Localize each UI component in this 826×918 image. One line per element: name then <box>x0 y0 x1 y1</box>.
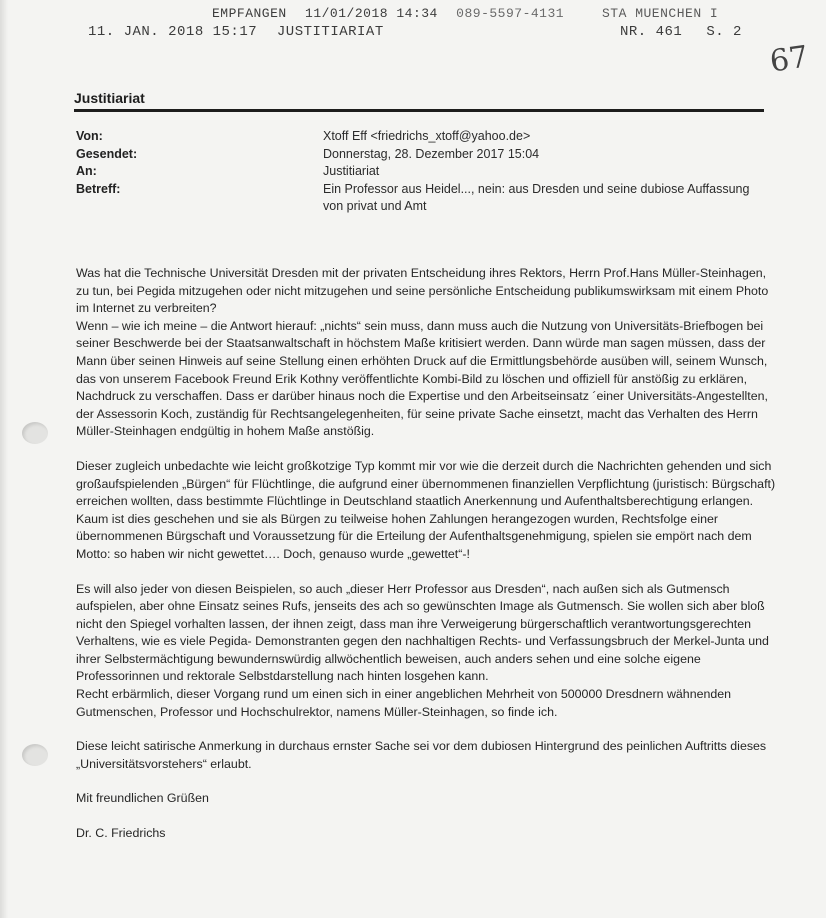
from-value: Xtoff Eff <friedrichs_xtoff@yahoo.de> <box>323 129 531 143</box>
punch-hole-bottom <box>22 744 48 766</box>
email-header-from <box>76 128 776 146</box>
closing-greeting: Mit freundlichen Grüßen <box>76 791 209 806</box>
email-header-subject <box>76 181 776 216</box>
fax-sent-number: NR. 461 <box>620 24 683 40</box>
from-label: Von: <box>76 129 103 143</box>
paragraph-1: Was hat die Technische Universität Dresden mit der privaten Entscheidung ihres Rektors, Herrn Prof.Hans Müller-Steinhagen, zu tun, bei Pegida mitzugehen oder nicht mitzugehen und seine persönliche Entscheidung publikumswirksam mit einem Photo im Internet zu verbreiten? <box>76 266 769 316</box>
page-edge-shadow <box>0 0 8 918</box>
email-header-sent <box>76 146 776 164</box>
fax-received-phone: 089-5597-4131 <box>456 6 565 21</box>
fax-sent-page: S. 2 <box>706 24 742 40</box>
signature: Dr. C. Friedrichs <box>76 826 166 841</box>
fax-received-station: STA MUENCHEN I <box>602 6 719 21</box>
to-label: An: <box>76 164 97 178</box>
paragraph-3: Dieser zugleich unbedachte wie leicht großkotzige Typ kommt mir vor wie die derzeit durch die Nachrichten gehenden und sich großaufspielenden „Bürgen“ für Flüchtlinge, die aufgrund einer übernommenen finanziellen Verpflichtung (juristisch: Bürgschaft) erreichen wollten, dass bestimmte Flüchtlinge in Deutschland staatlich Anerkennung und Aufenthaltsberechtigung erlangen. Kaum ist dies geschehen und sie als Bürgen zu teilweise hohen Zahlungen herangezogen wurden, Rechtsfolge einer übernommenen Bürgschaft und Voraussetzung für die Erteilung der Aufenthaltsgenehmigung, spielen sie empört nach dem Motto: so haben wir nicht gewettet…. Doch, genauso wurde „gewettet“-! <box>76 458 776 561</box>
paragraph-4: Es will also jeder von diesen Beispielen, so auch „dieser Herr Professor aus Dresden“, nach außen sich als Gutmensch aufspielen, aber ohne Einsatz seines Rufs, jenseits des ach so gewünschten Image als Gutmensch. Sie wollen sich aber bloß nicht den Spiegel vorhalten lassen, der ihnen zeigt, dass man ihre Verweigerung bürgerschaftlich verantwortungsgerechten Verhaltens, wie es viele Pegida- Demonstranten gegen den nachhaltigen Rechts- und Verfassungsbruch der Merkel-Junta und ihrer Selbstermächtigung bewundernswürdig allwöchentlich beweisen, auch anders sehen und eine solche eigene Professorinnen und rektorale Selbstdarstellung nach hinten losgehen kann. <box>76 581 769 684</box>
fax-sent-header <box>88 24 742 40</box>
punch-hole-top <box>22 422 48 444</box>
sent-value: Donnerstag, 28. Dezember 2017 15:04 <box>323 146 540 161</box>
subject-value: Ein Professor aus Heidel..., nein: aus Dresden und seine dubiose Auffassung von privat und Amt <box>323 181 750 213</box>
email-header-to <box>76 163 776 181</box>
fax-received-datetime: 11/01/2018 14:34 <box>305 6 438 21</box>
sent-label: Gesendet: <box>76 146 138 161</box>
fax-sent-department: JUSTITIARIAT <box>276 24 384 40</box>
fax-sent-date: 11. JAN. 2018 15:17 <box>88 24 258 40</box>
fax-received-header <box>212 6 719 21</box>
fax-page-info <box>620 24 742 40</box>
email-header <box>76 128 776 216</box>
subject-label: Betreff: <box>76 181 121 196</box>
handwritten-page-mark: 67 <box>767 39 811 80</box>
document-heading: Justitiariat <box>74 90 764 112</box>
paragraph-5: Recht erbärmlich, dieser Vorgang rund um einen sich in einer angeblichen Mehrheit von 500000 Dresdnern wähnenden Gutmenschen, Professor und Hochschulrektor, namens Müller-Steinhagen, so finde ich. <box>76 687 732 719</box>
paragraph-6: Diese leicht satirische Anmerkung in durchaus ernster Sache sei vor dem dubiosen Hintergrund des peinlichen Auftritts dieses „Universitätsvorstehers“ erlaubt. <box>76 739 767 771</box>
paragraph-2: Wenn – wie ich meine – die Antwort hierauf: „nichts“ sein muss, dann muss auch die Nutzung von Universitäts-Briefbogen bei seiner Beschwerde bei der Staatsanwaltschaft in höchstem Maße kritisiert werden. Dann würde man sagen müssen, dass der Mann über seinen Hinweis auf seine Stellung einen erhöhten Druck auf die Ermittlungsbehörde ausüben will, seinem Wunsch, das von unserem Facebook Freund Erik Kothny veröffentlichte Kombi-Bild zu löschen und offiziell für anstößig zu erklären, Nachdruck zu verschaffen. Dass er darüber hinaus noch die Expertise und den Arbeitseinsatz ´einer Universitäts-Angestellten, der Assessorin Koch, zuständig für Rechtsangelegenheiten, für seine private Sache einsetzt, macht das Verhalten des Herrn Müller-Steinhagen endgültig in hohem Maße anstößig. <box>76 318 768 439</box>
letter-body <box>76 265 776 843</box>
to-value: Justitiariat <box>323 164 380 178</box>
fax-received-label: EMPFANGEN <box>212 6 287 21</box>
